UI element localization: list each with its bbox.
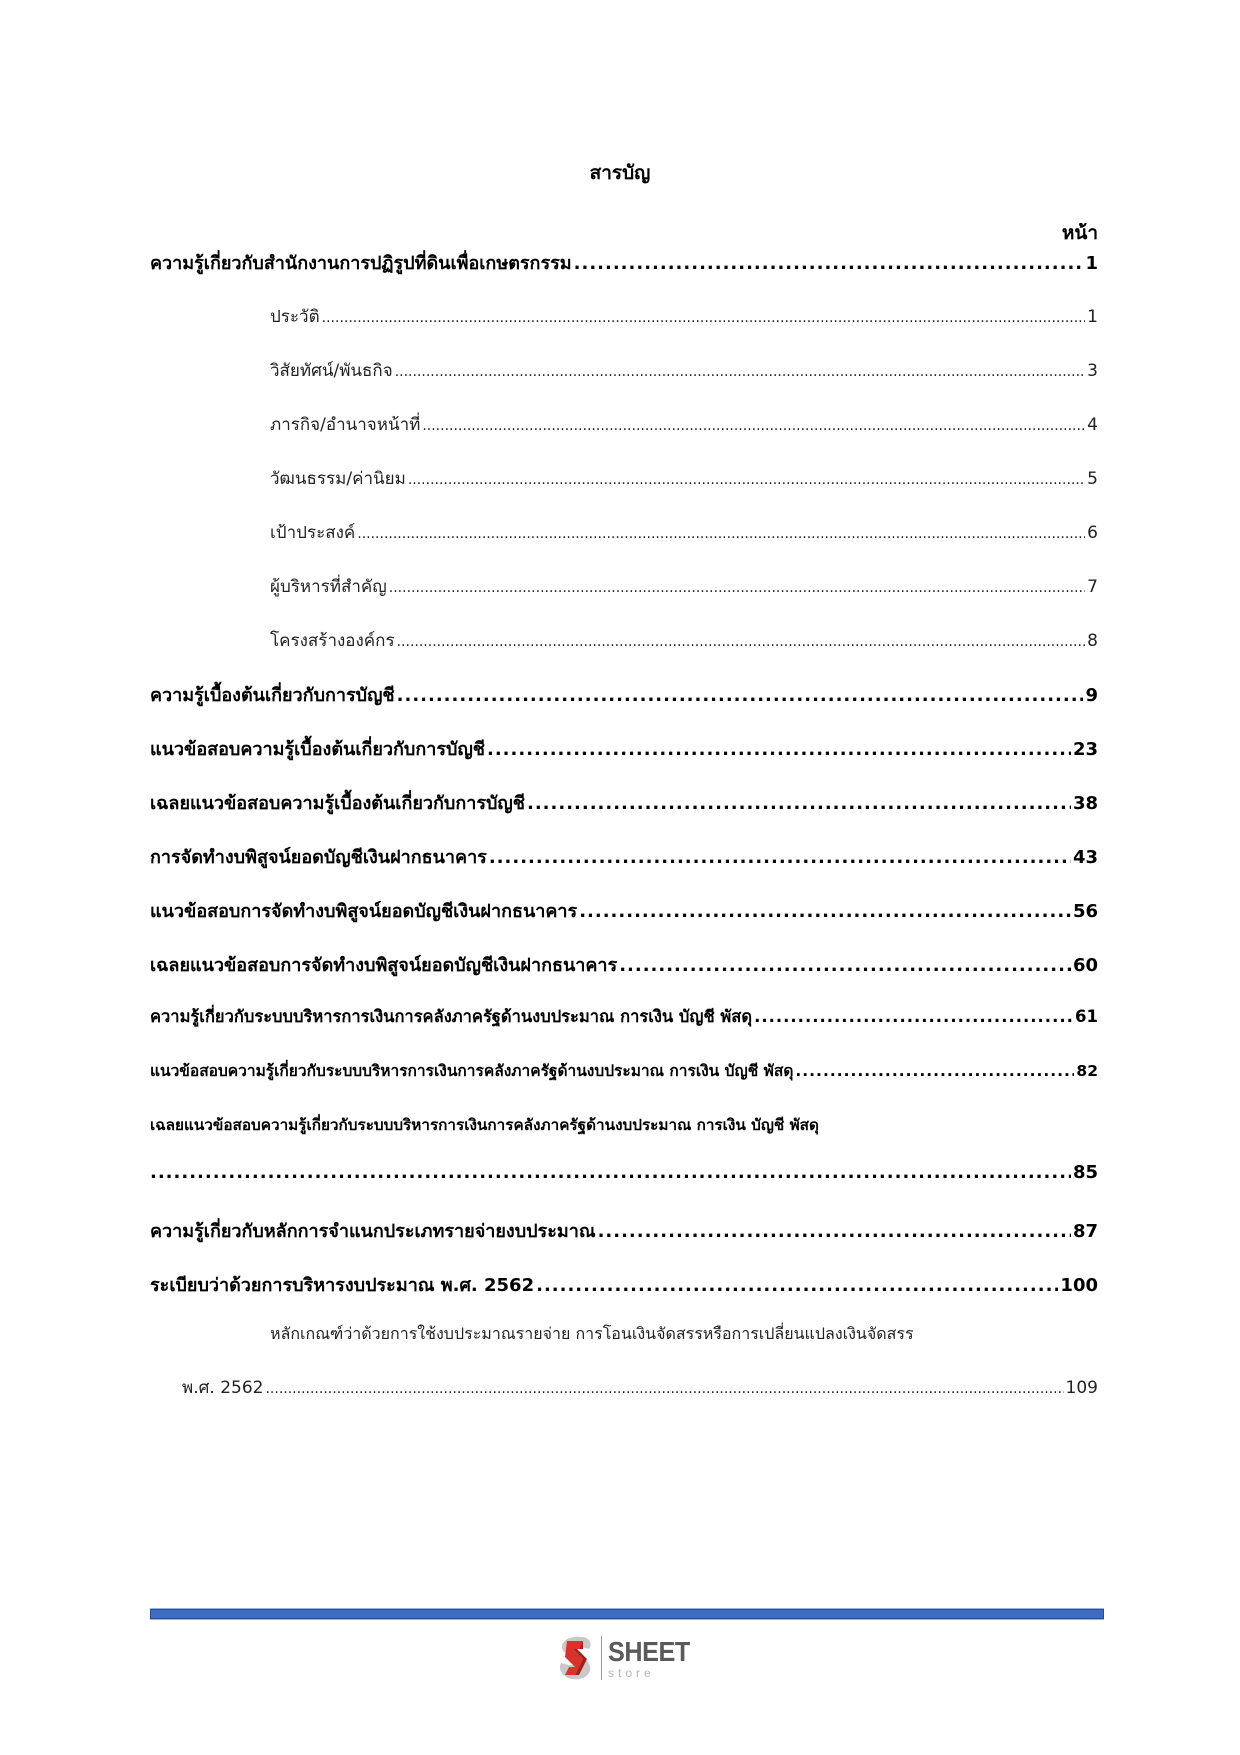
logo-name: SHEET [608, 1635, 690, 1667]
toc-entry-label: ความรู้เกี่ยวกับสำนักงานการปฏิรูปที่ดินเพื่อเกษตรกรรม [150, 253, 572, 274]
toc-entry-label: แนวข้อสอบความรู้เกี่ยวกับระบบบริหารการเงินการคลังภาครัฐด้านงบประมาณ การเงิน บัญชี พัสดุ [150, 1062, 794, 1080]
dot-leader [357, 526, 1085, 542]
toc-entry-label: แนวข้อสอบความรู้เบื้องต้นเกี่ยวกับการบัญชี [150, 739, 485, 760]
toc-entry-page: 1 [1085, 253, 1098, 274]
toc-entry-label: เฉลยแนวข้อสอบความรู้เบื้องต้นเกี่ยวกับการบัญชี [150, 793, 525, 814]
toc-entry[interactable] [150, 1374, 1098, 1404]
toc-entry-label: ระเบียบว่าด้วยการบริหารงบประมาณ พ.ศ. 2562 [150, 1275, 535, 1296]
toc-entry-label-line1[interactable]: หลักเกณฑ์ว่าด้วยการใช้งบประมาณรายจ่าย การโอนเงินจัดสรรหรือการเปลี่ยนแปลงเงินจัดสรร [270, 1324, 914, 1343]
dot-leader [574, 253, 1084, 274]
toc-entry-page: 4 [1087, 415, 1098, 435]
toc-entry-label: เฉลยแนวข้อสอบการจัดทำงบพิสูจน์ยอดบัญชีเงินฝากธนาคาร [150, 955, 618, 976]
logo-text [608, 1635, 699, 1680]
toc-entry[interactable] [150, 734, 1098, 764]
toc-entry[interactable] [150, 788, 1098, 818]
toc-entry[interactable] [150, 842, 1098, 872]
toc-entry-page: 3 [1087, 361, 1098, 381]
toc-entry[interactable] [150, 896, 1098, 926]
toc-entry-label: ผู้บริหารที่สำคัญ [270, 577, 387, 597]
toc-entry-label-cont: พ.ศ. 2562 [182, 1378, 264, 1398]
dot-leader [408, 472, 1085, 488]
toc-entry[interactable] [150, 680, 1098, 710]
toc-entry[interactable] [150, 1162, 1098, 1192]
toc-entry-page: 23 [1072, 739, 1098, 760]
dot-leader [150, 1162, 1071, 1183]
dot-leader [489, 847, 1071, 868]
toc-entry-page: 60 [1072, 955, 1098, 976]
dot-leader [389, 580, 1085, 596]
toc-entry-page: 109 [1065, 1378, 1098, 1398]
toc-entry-label: ภารกิจ/อำนาจหน้าที่ [270, 415, 421, 435]
toc-entry-label: แนวข้อสอบการจัดทำงบพิสูจน์ยอดบัญชีเงินฝากธนาคาร [150, 901, 578, 922]
dot-leader [579, 901, 1071, 922]
toc-entry-page: 56 [1072, 901, 1098, 922]
page-title: สารบัญ [589, 162, 651, 184]
dot-leader [795, 1062, 1074, 1080]
toc-entry-label: การจัดทำงบพิสูจน์ยอดบัญชีเงินฝากธนาคาร [150, 847, 487, 868]
toc-entry[interactable] [150, 1270, 1098, 1300]
toc-entry-page: 5 [1087, 469, 1098, 489]
dot-leader [487, 739, 1071, 760]
toc-entry[interactable] [150, 248, 1098, 278]
toc-entry-page: 1 [1087, 307, 1098, 327]
page-column-header: หน้า [1061, 222, 1098, 244]
toc-entry-page: 7 [1087, 577, 1098, 597]
toc-entry-label: โครงสร้างองค์กร [270, 631, 395, 651]
toc-entry[interactable] [150, 1216, 1098, 1246]
dot-leader [395, 364, 1085, 380]
toc-entry-page: 9 [1085, 685, 1098, 706]
toc-entry-label: ความรู้เกี่ยวกับระบบบริหารการเงินการคลังภาครัฐด้านงบประมาณ การเงิน บัญชี พัสดุ [150, 1007, 753, 1026]
toc-entry-page: 82 [1076, 1062, 1098, 1080]
toc-entry[interactable] [150, 1004, 1098, 1034]
sheet-store-s-logo-icon [553, 1633, 597, 1683]
sheet-store-logo [553, 1628, 733, 1688]
toc-entry-page: 87 [1072, 1221, 1098, 1242]
toc-entry-page: 100 [1060, 1275, 1098, 1296]
dot-leader [754, 1007, 1073, 1026]
toc-entry[interactable] [150, 465, 1098, 495]
toc-entry-label: ประวัติ [270, 307, 320, 327]
toc-entry-page: 38 [1072, 793, 1098, 814]
toc-entry-page: 8 [1087, 631, 1098, 651]
toc-entry-label: วิสัยทัศน์/พันธกิจ [270, 361, 393, 381]
toc-entry[interactable] [150, 950, 1098, 980]
dot-leader [322, 310, 1086, 326]
logo-subname: store [608, 1665, 655, 1680]
toc-entry[interactable] [150, 357, 1098, 387]
toc-entry-page: 6 [1087, 523, 1098, 543]
dot-leader [619, 955, 1071, 976]
dot-leader [527, 793, 1071, 814]
toc-entry-label: เป้าประสงค์ [270, 523, 356, 543]
dot-leader [265, 1381, 1063, 1397]
toc-entry[interactable] [150, 1058, 1098, 1088]
toc-entry-page: 43 [1072, 847, 1098, 868]
toc-entry-page: 61 [1075, 1007, 1098, 1026]
toc-entry[interactable] [150, 519, 1098, 549]
dot-leader [397, 634, 1086, 650]
toc-entry[interactable] [150, 627, 1098, 657]
toc-entry-label: วัฒนธรรม/ค่านิยม [270, 469, 406, 489]
toc-entry[interactable] [150, 411, 1098, 441]
toc-entry-label-line1[interactable]: เฉลยแนวข้อสอบความรู้เกี่ยวกับระบบบริหารการเงินการคลังภาครัฐด้านงบประมาณ การเงิน บัญชี พัสดุ [150, 1116, 819, 1134]
toc-entry-page: 85 [1072, 1162, 1098, 1183]
toc-entry[interactable] [150, 573, 1098, 603]
dot-leader [598, 1221, 1071, 1242]
dot-leader [536, 1275, 1058, 1296]
footer-divider-bar [150, 1609, 1104, 1619]
toc-entry-label: ความรู้เกี่ยวกับหลักการจำแนกประเภทรายจ่ายงบประมาณ [150, 1221, 596, 1242]
toc-entry-label: ความรู้เบื้องต้นเกี่ยวกับการบัญชี [150, 685, 395, 706]
logo-divider [601, 1636, 602, 1680]
toc-entry[interactable] [150, 303, 1098, 333]
dot-leader [397, 685, 1084, 706]
dot-leader [422, 418, 1085, 434]
